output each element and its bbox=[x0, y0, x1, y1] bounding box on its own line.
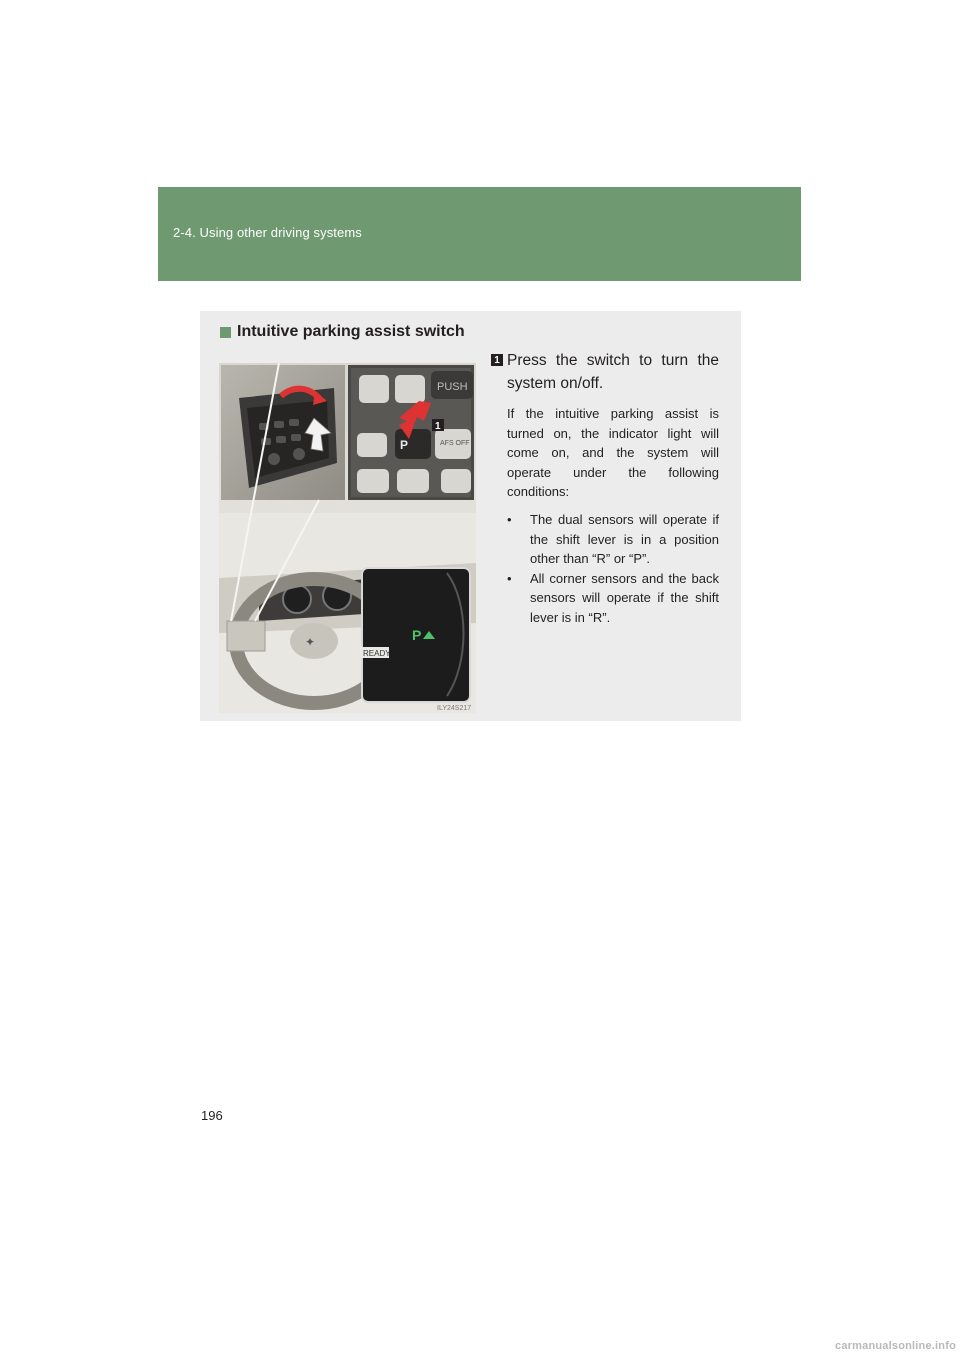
condition-text: All corner sensors and the back sensors will operate if the shift lever is in “R”. bbox=[530, 570, 719, 625]
step-number-badge: 1 bbox=[491, 354, 503, 366]
list-item bbox=[507, 569, 719, 628]
page-number: 196 bbox=[201, 1108, 223, 1123]
sub-heading bbox=[220, 323, 465, 341]
content-box bbox=[200, 311, 741, 721]
push-button-label: PUSH bbox=[437, 381, 468, 393]
dashboard-illustration bbox=[219, 363, 476, 713]
watermark: carmanualsonline.info bbox=[835, 1340, 956, 1352]
sub-heading-text: Intuitive parking assist switch bbox=[237, 323, 465, 340]
callout-number: 1 bbox=[435, 421, 441, 432]
list-item bbox=[507, 510, 719, 569]
svg-text:✦: ✦ bbox=[305, 635, 316, 649]
bullet-icon: • bbox=[507, 512, 512, 527]
parking-indicator-icon: P bbox=[412, 627, 422, 643]
condition-text: The dual sensors will operate if the shift lever is in a position other than “R” or “P”. bbox=[530, 512, 719, 566]
section-title: 2-4. Using other driving systems bbox=[173, 225, 362, 240]
conditions-list bbox=[507, 510, 719, 627]
section-header-band bbox=[158, 187, 801, 281]
afs-button-label: AFS OFF bbox=[440, 440, 470, 447]
step-instruction: Press the switch to turn the system on/off. bbox=[507, 352, 719, 392]
indicator-display-inset bbox=[361, 568, 470, 702]
illustration-code: ILY24S217 bbox=[437, 705, 472, 712]
p-button-label: P bbox=[400, 438, 409, 452]
control-panel-inset bbox=[221, 365, 345, 500]
square-bullet-icon bbox=[220, 327, 231, 338]
bullet-icon: • bbox=[507, 570, 512, 586]
description-paragraph: If the intuitive parking assist is turned on, the indicator light will come on, and the system will operate under the following conditions: bbox=[507, 406, 719, 499]
switch-closeup-inset bbox=[348, 365, 474, 500]
ready-label: READY bbox=[363, 649, 391, 658]
